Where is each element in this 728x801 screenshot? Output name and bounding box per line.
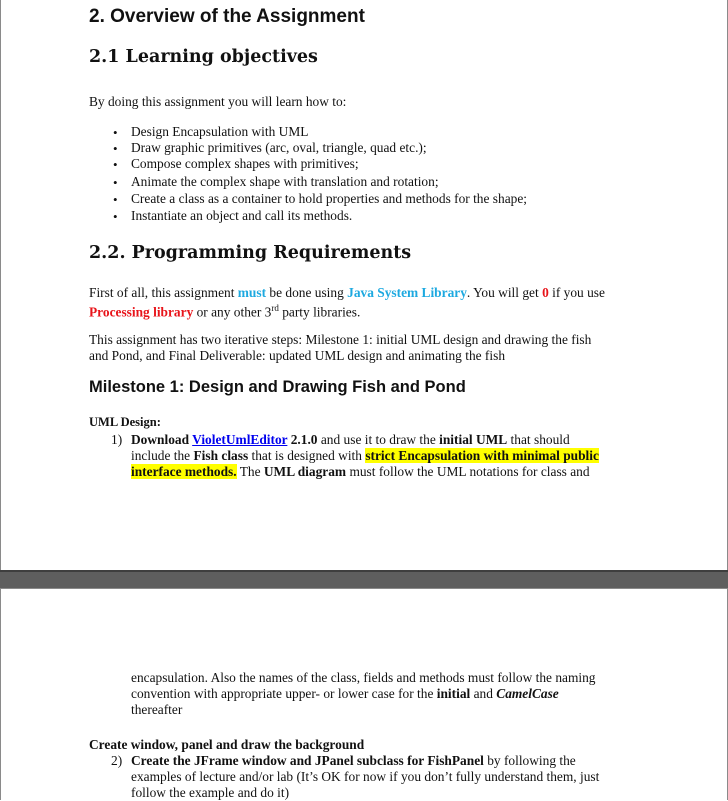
requirements-paragraph-1-line-1 xyxy=(89,284,605,301)
fish-class-text: Fish class xyxy=(193,448,249,463)
violet-uml-editor-link[interactable]: VioletUmlEditor xyxy=(192,432,288,447)
continuation-line-3: thereafter xyxy=(131,702,183,717)
processing-library-emphasis: Processing library xyxy=(89,304,194,320)
text: be done using xyxy=(266,285,348,300)
list-item: Compose complex shapes with primitives; xyxy=(131,156,359,171)
requirements-paragraph-1-line-2 xyxy=(89,300,360,320)
highlight-interface-methods: interface methods. xyxy=(131,464,237,479)
item-2-line-3: follow the example and do it) xyxy=(131,785,290,800)
text: or any other 3 xyxy=(193,304,272,320)
milestone-heading: Milestone 1: Design and Drawing Fish and Pond xyxy=(89,378,466,396)
learning-objectives-heading: 2.1 Learning objectives xyxy=(89,47,318,67)
uml-design-label xyxy=(89,414,161,431)
text: and use it to draw the xyxy=(317,432,440,447)
list-item: Draw graphic primitives (arc, oval, triangle, quad etc.); xyxy=(131,140,427,155)
page-separator xyxy=(0,570,728,588)
uml-design-text: UML Design: xyxy=(89,415,161,429)
uml-diagram-text: UML diagram xyxy=(263,464,347,479)
text: First of all, this assignment xyxy=(89,285,238,300)
item-2-line-2: examples of lecture and/or lab (It’s OK for now if you don’t fully understand them, just xyxy=(131,769,600,784)
zero-emphasis: 0 xyxy=(542,285,549,300)
bullet-icon: • xyxy=(113,125,118,140)
text: must follow the UML notations for class and xyxy=(346,464,590,479)
item-1-line-2 xyxy=(131,447,599,464)
create-window-text: Create window, panel and draw the background xyxy=(89,737,365,752)
item-1-number: 1) xyxy=(111,432,123,447)
continuation-line-1: encapsulation. Also the names of the class, fields and methods must follow the naming xyxy=(131,670,596,685)
text: if you use xyxy=(548,285,605,300)
initial-uml-text: initial UML xyxy=(439,432,508,447)
item-2-line-1 xyxy=(131,752,576,769)
list-item: Animate the complex shape with translation and rotation; xyxy=(131,174,439,189)
text: party libraries. xyxy=(278,304,361,320)
continuation-line-2 xyxy=(131,685,559,702)
bullet-icon: • xyxy=(113,157,118,172)
superscript: rd xyxy=(271,303,279,313)
version-text: 2.1.0 xyxy=(287,432,318,447)
camelcase-text: CamelCase xyxy=(496,686,559,701)
text: that is designed with xyxy=(248,448,366,463)
programming-requirements-heading: 2.2. Programming Requirements xyxy=(89,243,412,263)
highlight-strict-encapsulation: strict Encapsulation with minimal public xyxy=(365,448,599,463)
java-system-library-emphasis: Java System Library xyxy=(347,285,467,300)
bullet-icon: • xyxy=(113,175,118,190)
list-item: Create a class as a container to hold properties and methods for the shape; xyxy=(131,191,528,206)
must-emphasis: must xyxy=(237,285,267,300)
bullet-icon: • xyxy=(113,141,118,156)
learning-intro: By doing this assignment you will learn how to: xyxy=(89,94,347,109)
document-page-2 xyxy=(0,588,728,800)
section-title: 2. Overview of the Assignment xyxy=(89,6,365,27)
requirements-paragraph-2-line-1: This assignment has two iterative steps: Milestone 1: initial UML design and drawing the fish xyxy=(89,332,592,347)
text: and xyxy=(470,686,497,701)
item-2-number: 2) xyxy=(111,753,123,768)
create-jframe-text: Create the JFrame window and JPanel subclass for FishPanel xyxy=(131,753,484,768)
download-text: Download xyxy=(131,432,193,447)
item-1-line-3 xyxy=(131,463,590,480)
text: The xyxy=(236,464,264,479)
text: include the xyxy=(131,448,194,463)
initial-text: initial xyxy=(436,686,471,701)
bullet-icon: • xyxy=(113,192,118,207)
requirements-paragraph-2-line-2: and Pond, and Final Deliverable: updated UML design and animating the fish xyxy=(89,348,506,363)
text: by following the xyxy=(483,753,576,768)
create-window-heading xyxy=(89,736,364,753)
text: that should xyxy=(507,432,570,447)
list-item: Instantiate an object and call its methods. xyxy=(131,208,353,223)
text: convention with appropriate upper- or lower case for the xyxy=(131,686,437,701)
bullet-icon: • xyxy=(113,209,118,224)
list-item: Design Encapsulation with UML xyxy=(131,124,309,139)
text: . You will get xyxy=(466,285,543,300)
item-1-line-1 xyxy=(131,431,570,448)
